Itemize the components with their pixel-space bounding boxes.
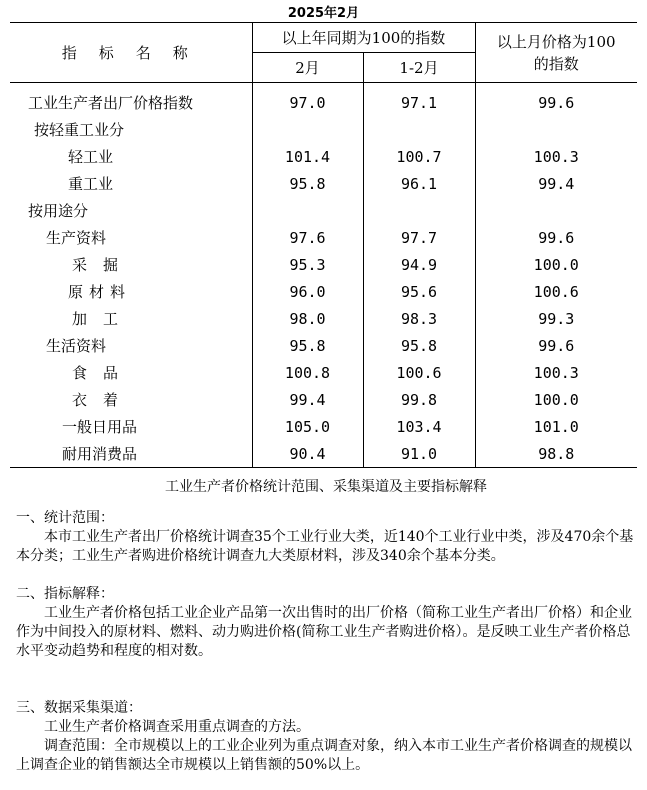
row-janfeb (363, 116, 475, 143)
ppi-table (10, 22, 637, 468)
row-feb: 98.0 (252, 305, 363, 332)
table-row (10, 305, 637, 332)
row-feb: 96.0 (252, 278, 363, 305)
row-name: 按用途分 (28, 202, 89, 220)
row-mom: 98.8 (475, 440, 637, 468)
mom-header (475, 23, 637, 83)
row-janfeb: 94.9 (363, 251, 475, 278)
row-feb (252, 116, 363, 143)
section-heading: 二、指标解释： (16, 586, 114, 602)
table-row (10, 413, 637, 440)
row-name: 食品 (72, 364, 135, 382)
row-mom: 100.0 (475, 386, 637, 413)
row-name: 工业生产者出厂价格指数 (28, 94, 194, 112)
row-feb: 95.8 (252, 170, 363, 197)
table-row (10, 278, 637, 305)
row-janfeb: 103.4 (363, 413, 475, 440)
row-janfeb: 95.6 (363, 278, 475, 305)
row-name: 一般日用品 (62, 418, 138, 436)
row-feb: 101.4 (252, 143, 363, 170)
row-mom: 100.6 (475, 278, 637, 305)
section-body: 工业生产者价格包括工业企业产品第一次出售时的出厂价格（简称工业生产者出厂价格）和企业作为中间投入的原材料、燃料、动力购进价格(简称工业生产者购进价格）。是反映工业生产者价格总水平变动趋势和程度的相对数。 (16, 605, 632, 659)
row-name: 加工 (72, 310, 135, 328)
row-janfeb: 96.1 (363, 170, 475, 197)
row-name: 原材料 (68, 283, 132, 301)
indicator-header: 指标名称 (10, 23, 252, 83)
row-janfeb: 95.8 (363, 332, 475, 359)
table-row (10, 197, 637, 224)
row-mom: 99.6 (475, 332, 637, 359)
row-feb (252, 197, 363, 224)
row-name: 重工业 (68, 175, 114, 193)
yoy-header: 以上年同期为100的指数 (252, 23, 475, 53)
section-body: 本市工业生产者出厂价格统计调查35个工业行业大类，近140个工业行业中类，涉及470余个基本分类；工业生产者购进价格统计调查九大类原材料，涉及340余个基本分类。 (16, 529, 634, 564)
feb-header: 2月 (252, 53, 363, 83)
section-body: 工业生产者价格调查采用重点调查的方法。 (44, 719, 310, 735)
section-heading: 一、统计范围： (16, 510, 114, 526)
row-name: 衣着 (72, 391, 135, 409)
row-janfeb: 99.8 (363, 386, 475, 413)
row-janfeb: 98.3 (363, 305, 475, 332)
row-mom: 99.4 (475, 170, 637, 197)
section-heading: 三、数据采集渠道： (16, 700, 142, 716)
table-row (10, 143, 637, 170)
row-mom: 99.6 (475, 83, 637, 117)
table-row (10, 359, 637, 386)
row-feb: 97.6 (252, 224, 363, 251)
table-row (10, 116, 637, 143)
mom-header-line1: 以上月价格为100 (496, 32, 616, 51)
table-row (10, 224, 637, 251)
row-name: 生活资料 (46, 337, 107, 355)
row-mom: 100.3 (475, 143, 637, 170)
row-janfeb: 97.7 (363, 224, 475, 251)
row-name: 耐用消费品 (10, 440, 252, 468)
table-row (10, 170, 637, 197)
mom-header-line2: 的指数 (533, 54, 579, 73)
row-feb: 97.0 (252, 83, 363, 117)
notes-section (16, 478, 636, 775)
row-mom: 99.3 (475, 305, 637, 332)
row-feb: 99.4 (252, 386, 363, 413)
row-mom: 99.6 (475, 224, 637, 251)
row-name: 按轻重工业分 (34, 121, 125, 139)
row-janfeb: 97.1 (363, 83, 475, 117)
row-feb: 105.0 (252, 413, 363, 440)
row-janfeb (363, 197, 475, 224)
row-janfeb: 91.0 (363, 440, 475, 468)
notes-title: 工业生产者价格统计范围、采集渠道及主要指标解释 (165, 479, 487, 495)
table-row (10, 440, 637, 468)
row-name: 生产资料 (46, 229, 107, 247)
row-mom: 101.0 (475, 413, 637, 440)
row-feb: 100.8 (252, 359, 363, 386)
report-date: 2025年2月 (287, 6, 360, 21)
row-mom (475, 116, 637, 143)
row-feb: 95.3 (252, 251, 363, 278)
janfeb-header: 1-2月 (363, 53, 475, 83)
table-row (10, 332, 637, 359)
row-feb: 95.8 (252, 332, 363, 359)
row-janfeb: 100.7 (363, 143, 475, 170)
table-row (10, 386, 637, 413)
row-feb: 90.4 (252, 440, 363, 468)
row-mom (475, 197, 637, 224)
section-body: 调查范围：全市规模以上的工业企业列为重点调查对象，纳入本市工业生产者价格调查的规模以上调查企业的销售额达全市规模以上销售额的50%以上。 (16, 738, 632, 773)
row-name: 轻工业 (68, 148, 114, 166)
row-mom: 100.0 (475, 251, 637, 278)
row-mom: 100.3 (475, 359, 637, 386)
table-row (10, 83, 637, 117)
table-row (10, 251, 637, 278)
row-janfeb: 100.6 (363, 359, 475, 386)
row-name: 采掘 (72, 256, 135, 274)
